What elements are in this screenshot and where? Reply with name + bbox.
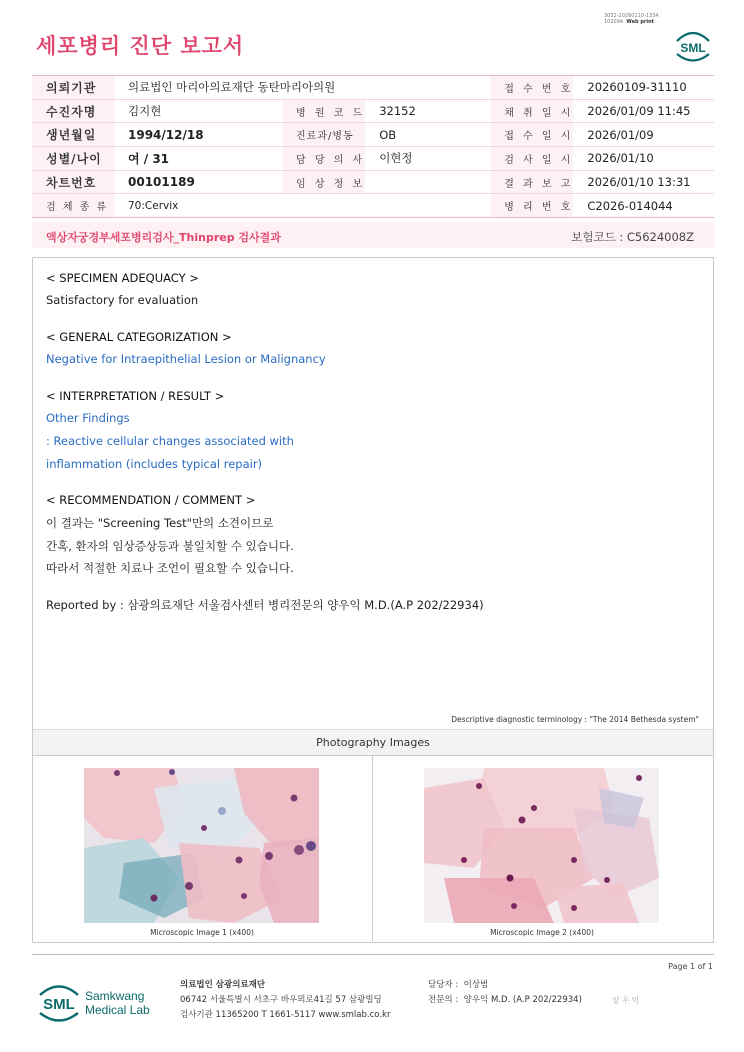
doctor-label: 담 당 의 사	[282, 147, 365, 171]
received-label: 접 수 일 시	[490, 123, 573, 147]
specialist-label: 전문의 :	[428, 995, 459, 1005]
path-no-value: C2026-014044	[573, 194, 714, 218]
category-title: < GENERAL CATEGORIZATION >	[46, 330, 232, 344]
samkwang-logo-icon	[37, 980, 167, 1026]
info-row	[32, 147, 714, 171]
collected-value: 2026/01/09 11:45	[573, 99, 714, 123]
print-code: 102094	[604, 19, 624, 25]
patient-label: 수진자명	[32, 99, 114, 123]
signature: 양우익	[612, 996, 642, 1005]
report-title: 세포병리 진단 보고서	[36, 34, 245, 58]
footer-org-block	[180, 978, 390, 1023]
path-no-label: 병 리 번 호	[490, 194, 573, 218]
info-row	[32, 170, 714, 194]
test-name: 액상자궁경부세포병리검사_Thinprep 검사결과	[46, 231, 281, 244]
photo-header: Photography Images	[33, 729, 713, 756]
caption-2: Microscopic Image 2 (x400)	[490, 928, 594, 937]
caption-1: Microscopic Image 1 (x400)	[150, 928, 254, 937]
dob-value: 1994/12/18	[114, 123, 282, 147]
brand-line1: Samkwang	[85, 989, 145, 1003]
tested-value: 2026/01/10	[573, 147, 714, 171]
manager-label: 담당자 :	[428, 980, 459, 990]
reported-value: 2026/01/10 13:31	[573, 170, 714, 194]
footer-contact: 검사기관 11365200 T 1661-5117 www.smlab.co.kr	[180, 1010, 391, 1020]
sml-logo-text: SML	[680, 41, 706, 55]
terminology-note: Descriptive diagnostic terminology : "The 2014 Bethesda system"	[451, 715, 699, 724]
sex-age-label: 성별/나이	[32, 147, 114, 171]
receipt-no-value: 20260109-31110	[573, 76, 714, 100]
adequacy-text: Satisfactory for evaluation	[46, 293, 199, 307]
institution-label: 의뢰기관	[32, 76, 114, 100]
info-row	[32, 99, 714, 123]
interpretation-title: < INTERPRETATION / RESULT >	[46, 389, 225, 403]
patient-value: 김지현	[114, 99, 282, 123]
specimen-value: 70:Cervix	[114, 194, 490, 218]
brand-line2: Medical Lab	[85, 1003, 150, 1017]
hospital-code-value: 32152	[365, 99, 490, 123]
print-info	[604, 13, 659, 25]
hospital-code-label: 병 원 코 드	[282, 99, 365, 123]
sex-age-value: 여 / 31	[114, 147, 282, 171]
footer-staff-block	[428, 978, 582, 1008]
received-value: 2026/01/09	[573, 123, 714, 147]
receipt-no-label: 접 수 번 호	[490, 76, 573, 100]
interpretation-line: : Reactive cellular changes associated with	[46, 434, 294, 448]
insurance-code: 보험코드 : C5624008Z	[571, 230, 694, 244]
chart-label: 차트번호	[32, 170, 114, 194]
page-number: Page 1 of 1	[668, 962, 713, 971]
chart-value: 00101189	[114, 170, 282, 194]
print-label: Web print	[626, 19, 655, 25]
print-id: 3052-20260110-1334	[604, 13, 659, 19]
recommendation-line: 이 결과는 "Screening Test"만의 소견이므로	[46, 516, 274, 530]
dept-value: OB	[365, 123, 490, 147]
adequacy-title: < SPECIMEN ADEQUACY >	[46, 271, 199, 285]
institution-value: 의료법인 마리아의료재단 동탄마리아의원	[114, 76, 490, 100]
clinical-label: 임 상 정 보	[282, 170, 365, 194]
footer-org: 의료법인 삼광의료재단	[180, 980, 266, 990]
footer-address: 06742 서울특별시 서초구 바우뫼로41길 57 삼광빌딩	[180, 995, 382, 1005]
microscopic-image-2	[424, 768, 659, 923]
info-row	[32, 123, 714, 147]
footer-divider	[32, 954, 714, 955]
tested-label: 검 사 일 시	[490, 147, 573, 171]
sml-logo-icon	[673, 27, 713, 63]
specialist-value: 양우익 M.D. (A.P 202/22934)	[463, 995, 582, 1005]
specimen-label: 검 체 종 류	[32, 194, 114, 218]
reported-by: Reported by : 삼광의료재단 서울검사센터 병리전문의 양우익 M.D.(A.P 202/22934)	[46, 598, 484, 612]
info-row	[32, 76, 714, 100]
dob-label: 생년월일	[32, 123, 114, 147]
photo-divider	[372, 755, 373, 941]
reported-label: 결 과 보 고	[490, 170, 573, 194]
recommendation-title: < RECOMMENDATION / COMMENT >	[46, 493, 256, 507]
manager-value: 이상범	[463, 980, 489, 990]
doctor-value: 이현정	[365, 147, 490, 171]
category-text: Negative for Intraepithelial Lesion or Malignancy	[46, 352, 326, 366]
clinical-value	[365, 170, 490, 194]
interpretation-line: inflammation (includes typical repair)	[46, 457, 263, 471]
recommendation-line: 따라서 적절한 치료나 조언이 필요할 수 있습니다.	[46, 561, 294, 575]
interpretation-line: Other Findings	[46, 411, 130, 425]
info-row	[32, 194, 714, 218]
collected-label: 채 취 일 시	[490, 99, 573, 123]
dept-label: 진료과/병동	[282, 123, 365, 147]
microscopic-image-1	[84, 768, 319, 923]
recommendation-line: 간혹, 환자의 임상증상등과 불일치할 수 있습니다.	[46, 539, 294, 553]
sml-footer-text: SML	[43, 996, 75, 1013]
patient-info-table	[32, 75, 714, 218]
